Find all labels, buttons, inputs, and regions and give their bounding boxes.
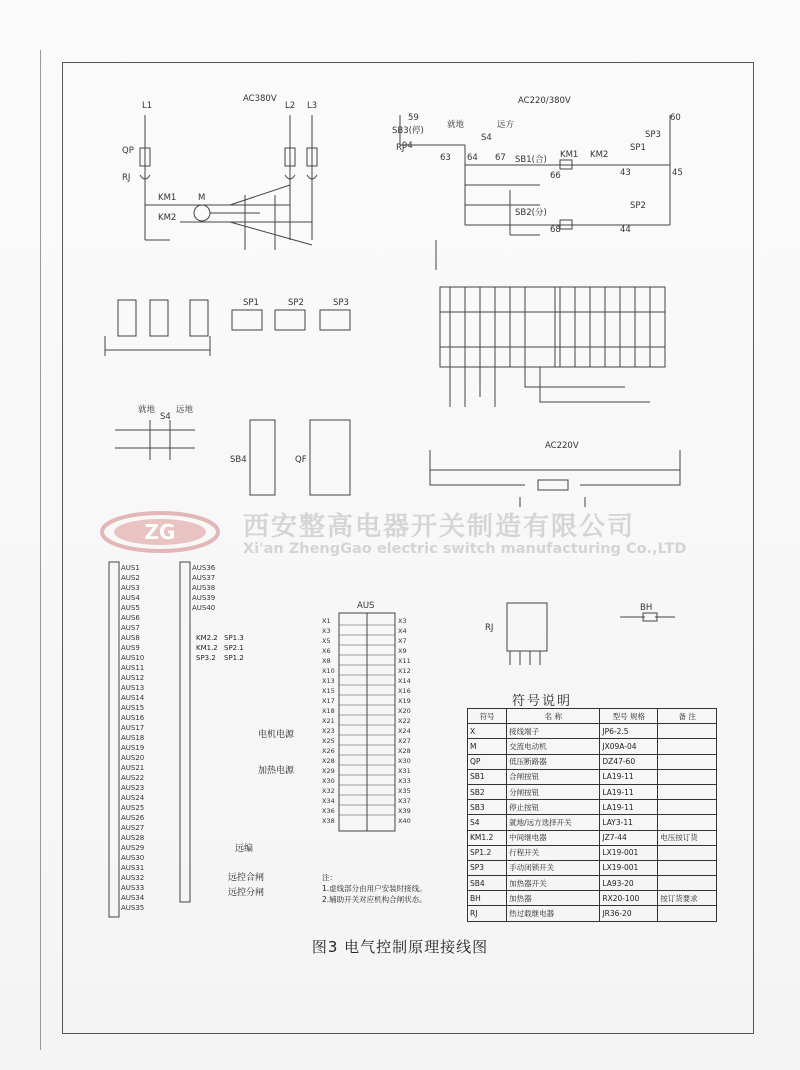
legend-remark: [658, 739, 717, 754]
legend-remark: [658, 769, 717, 784]
legend-model: LA93-20: [600, 876, 658, 891]
legend-name: 交流电动机: [507, 739, 600, 754]
legend-symbol: X: [468, 724, 507, 739]
motor-km2-label: KM2: [158, 213, 177, 223]
legend-row: [468, 876, 717, 891]
side-label-sp1: SP1: [243, 298, 259, 308]
group-label-heater-power: 加热电源: [258, 766, 295, 776]
legend-remark: 按订货要求: [658, 891, 717, 906]
aus-right-label: X19: [398, 697, 411, 705]
aus-left-label: X38: [322, 817, 335, 825]
side-label-sb4: SB4: [230, 455, 247, 465]
ctrl-node-45: 45: [672, 168, 683, 178]
terminal-right-label: AUS36: [192, 564, 216, 572]
ctrl-label-remote: 远方: [497, 120, 515, 130]
legend-symbol: BH: [468, 891, 507, 906]
conn-km1-2: KM1.2: [196, 644, 218, 652]
terminal-left-label: AUS8: [121, 634, 140, 642]
heater-circuit-title: AC220V: [545, 441, 579, 451]
terminal-left-label: AUS2: [121, 574, 140, 582]
legend-remark: [658, 876, 717, 891]
group-label-remote: 远编: [235, 844, 254, 854]
legend-row: [468, 784, 717, 799]
aus-right-label: X22: [398, 717, 411, 725]
ctrl-node-63: 63: [440, 153, 451, 163]
legend-name: 低压断路器: [507, 754, 600, 769]
terminal-left-label: AUS11: [121, 664, 145, 672]
legend-symbol: M: [468, 739, 507, 754]
phase-label-l1: L1: [142, 101, 153, 111]
aus-right-label: X40: [398, 817, 411, 825]
legend-name: 加热器: [507, 891, 600, 906]
aus-left-label: X36: [322, 807, 335, 815]
terminal-left-label: AUS35: [121, 904, 145, 912]
terminal-left-label: AUS4: [121, 594, 140, 602]
aus-right-label: X31: [398, 767, 411, 775]
legend-remark: [658, 800, 717, 815]
aus-left-label: X25: [322, 737, 335, 745]
legend-row: [468, 860, 717, 875]
terminal-left-label: AUS12: [121, 674, 145, 682]
group-label-remote-open: 远控分闸: [228, 888, 265, 898]
legend-name: 接线端子: [507, 724, 600, 739]
legend-remark: [658, 754, 717, 769]
legend-name: 行程开关: [507, 845, 600, 860]
notes-heading: 注：: [322, 873, 337, 882]
terminal-right-label: AUS38: [192, 584, 216, 592]
control-circuit-title: AC220/380V: [518, 96, 571, 106]
legend-name: 就地/远方选择开关: [507, 815, 600, 830]
side-label-rj: RJ: [485, 623, 494, 633]
legend-symbol: SB2: [468, 784, 507, 799]
legend-row: [468, 815, 717, 830]
legend-table: [467, 708, 717, 922]
terminal-left-label: AUS24: [121, 794, 145, 802]
logo-text: ZG: [144, 520, 176, 544]
ctrl-node-44: 44: [620, 225, 631, 235]
legend-remark: [658, 845, 717, 860]
aus-right-label: X12: [398, 667, 411, 675]
aus-right-label: X16: [398, 687, 411, 695]
legend-symbol: SB3: [468, 800, 507, 815]
terminal-left-label: AUS5: [121, 604, 140, 612]
terminal-left-label: AUS1: [121, 564, 140, 572]
aus-left-label: X26: [322, 747, 335, 755]
legend-model: JX09A-04: [600, 739, 658, 754]
aus-left-label: X15: [322, 687, 335, 695]
legend-title: 符号说明: [512, 694, 573, 709]
legend-name: 中间继电器: [507, 830, 600, 845]
legend-row: [468, 769, 717, 784]
legend-model: JR36-20: [600, 906, 658, 921]
terminal-left-label: AUS29: [121, 844, 145, 852]
legend-remark: [658, 815, 717, 830]
aus-right-label: X33: [398, 777, 411, 785]
legend-model: DZ47-60: [600, 754, 658, 769]
ctrl-label-local: 就地: [447, 120, 465, 130]
legend-model: LA19-11: [600, 800, 658, 815]
aus-left-label: X5: [322, 637, 331, 645]
watermark-company-cn: 西安整高电器开关制造有限公司: [243, 512, 636, 542]
phase-label-l2: L2: [285, 101, 296, 111]
aus-right-label: X27: [398, 737, 411, 745]
legend-model: LX19-001: [600, 860, 658, 875]
legend-model: LAY3-11: [600, 815, 658, 830]
aus-right-label: X28: [398, 747, 411, 755]
legend-header-remark: 备 注: [658, 709, 717, 724]
terminal-left-label: AUS19: [121, 744, 145, 752]
ctrl-node-67: 67: [495, 153, 506, 163]
aus-right-label: X35: [398, 787, 411, 795]
terminal-left-label: AUS32: [121, 874, 145, 882]
terminal-left-label: AUS25: [121, 804, 145, 812]
legend-symbol: RJ: [468, 906, 507, 921]
ctrl-node-43: 43: [620, 168, 631, 178]
terminal-left-label: AUS3: [121, 584, 140, 592]
motor-km1-label: KM1: [158, 193, 177, 203]
terminal-left-label: AUS16: [121, 714, 145, 722]
group-label-remote-close: 远控合闸: [228, 873, 265, 883]
legend-symbol: SB1: [468, 769, 507, 784]
aus-right-label: X20: [398, 707, 411, 715]
aus-left-label: X34: [322, 797, 335, 805]
terminal-left-label: AUS15: [121, 704, 145, 712]
legend-model: LA19-11: [600, 769, 658, 784]
terminal-right-label: AUS39: [192, 594, 216, 602]
side-label-bh: BH: [640, 603, 653, 613]
legend-header-name: 名 称: [507, 709, 600, 724]
motor-rj-label: RJ: [122, 173, 131, 183]
legend-name: 手动闭锁开关: [507, 860, 600, 875]
aus-left-label: X23: [322, 727, 335, 735]
ctrl-label-sb2: SB2(分): [515, 208, 547, 218]
aus-left-label: X29: [322, 767, 335, 775]
ctrl-label-s4: S4: [481, 133, 492, 143]
legend-header-symbol: 符号: [468, 709, 507, 724]
legend-remark: 电压按订货: [658, 830, 717, 845]
legend-row: [468, 891, 717, 906]
legend-name: 加热器开关: [507, 876, 600, 891]
ctrl-node-64: 64: [467, 153, 478, 163]
terminal-left-label: AUS18: [121, 734, 145, 742]
terminal-right-label: AUS37: [192, 574, 216, 582]
legend-symbol: QP: [468, 754, 507, 769]
mode-label-s4: S4: [160, 412, 171, 422]
legend-model: JZ7-44: [600, 830, 658, 845]
note-2: 2.辅助开关对应机构合闸状态。: [322, 895, 427, 904]
legend-remark: [658, 906, 717, 921]
aus-right-label: X24: [398, 727, 411, 735]
motor-qp-label: QP: [122, 146, 134, 156]
aus-left-label: X6: [322, 647, 331, 655]
conn-sp2-1: SP2.1: [224, 644, 244, 652]
legend-symbol: SB4: [468, 876, 507, 891]
group-label-motor-power: 电机电源: [258, 730, 295, 740]
legend-row: [468, 800, 717, 815]
watermark-company-en: Xi'an ZhengGao electric switch manufacturing Co.,LTD: [243, 541, 687, 557]
motor-m-label: M: [198, 193, 206, 203]
terminal-left-label: AUS13: [121, 684, 145, 692]
aus-right-label: X9: [398, 647, 407, 655]
conn-sp1-2: SP1.2: [224, 654, 244, 662]
aus-left-label: X28: [322, 757, 335, 765]
terminal-left-label: AUS23: [121, 784, 145, 792]
ctrl-label-sp1: SP1: [630, 143, 646, 153]
legend-row: [468, 845, 717, 860]
terminal-left-label: AUS26: [121, 814, 145, 822]
terminal-left-label: AUS17: [121, 724, 145, 732]
terminal-right-label: AUS40: [192, 604, 216, 612]
note-1: 1.虚线部分由用户安装时接线。: [322, 884, 427, 893]
conn-sp3-2: SP3.2: [196, 654, 216, 662]
legend-remark: [658, 860, 717, 875]
conn-sp1-3: SP1.3: [224, 634, 244, 642]
aus-left-label: X10: [322, 667, 335, 675]
legend-row: [468, 830, 717, 845]
figure-caption: 图3 电气控制原理接线图: [311, 938, 489, 956]
legend-symbol: S4: [468, 815, 507, 830]
side-label-qf: QF: [295, 455, 307, 465]
ctrl-node-94: 94: [402, 141, 413, 151]
ctrl-label-sb3: SB3(停): [392, 126, 424, 136]
aus-right-label: X7: [398, 637, 407, 645]
legend-model: LX19-001: [600, 845, 658, 860]
ctrl-node-59: 59: [408, 113, 419, 123]
terminal-left-label: AUS31: [121, 864, 145, 872]
terminal-left-label: AUS10: [121, 654, 145, 662]
legend-row: [468, 724, 717, 739]
legend-row: [468, 754, 717, 769]
mode-label-remote: 远地: [176, 405, 194, 415]
legend-name: 合闸按钮: [507, 769, 600, 784]
terminal-left-label: AUS28: [121, 834, 145, 842]
legend-name: 热过载继电器: [507, 906, 600, 921]
ctrl-label-sp3: SP3: [645, 130, 661, 140]
ctrl-label-sb1: SB1(合): [515, 155, 547, 165]
legend-name: 分闸按钮: [507, 784, 600, 799]
legend-symbol: SP3: [468, 860, 507, 875]
terminal-left-label: AUS21: [121, 764, 145, 772]
ctrl-node-66: 66: [550, 171, 561, 181]
aus-left-label: X21: [322, 717, 335, 725]
legend-row: [468, 739, 717, 754]
side-label-sp3: SP3: [333, 298, 349, 308]
legend-symbol: SP1.2: [468, 845, 507, 860]
ctrl-label-sp2: SP2: [630, 201, 646, 211]
terminal-left-label: AUS30: [121, 854, 145, 862]
legend-symbol: KM1.2: [468, 830, 507, 845]
ctrl-label-km2: KM2: [590, 150, 609, 160]
legend-row: [468, 906, 717, 921]
aus-right-label: X14: [398, 677, 411, 685]
ctrl-label-rj: RJ: [396, 143, 405, 153]
aus-right-label: X37: [398, 797, 411, 805]
aus-left-label: X18: [322, 707, 335, 715]
terminal-left-label: AUS14: [121, 694, 145, 702]
aus-left-label: X3: [322, 627, 331, 635]
aus-right-label: X30: [398, 757, 411, 765]
aus-right-label: X11: [398, 657, 411, 665]
aus-left-label: X30: [322, 777, 335, 785]
company-logo-watermark: [96, 508, 224, 556]
aus-left-label: X1: [322, 617, 331, 625]
terminal-left-label: AUS34: [121, 894, 145, 902]
legend-remark: [658, 724, 717, 739]
aus-block-title: AUS: [357, 601, 375, 611]
legend-model: RX20-100: [600, 891, 658, 906]
terminal-left-label: AUS20: [121, 754, 145, 762]
terminal-left-label: AUS9: [121, 644, 140, 652]
aus-right-label: X4: [398, 627, 407, 635]
legend-header-model: 型号 规格: [600, 709, 658, 724]
legend-model: JP6-2.5: [600, 724, 658, 739]
ctrl-node-68: 68: [550, 225, 561, 235]
terminal-left-label: AUS27: [121, 824, 145, 832]
terminal-left-label: AUS33: [121, 884, 145, 892]
aus-left-label: X8: [322, 657, 331, 665]
phase-label-l3: L3: [307, 101, 318, 111]
aus-right-label: X39: [398, 807, 411, 815]
aus-left-label: X32: [322, 787, 335, 795]
notes: [322, 872, 427, 905]
legend-remark: [658, 784, 717, 799]
legend-name: 停止按钮: [507, 800, 600, 815]
conn-km2-2: KM2.2: [196, 634, 218, 642]
motor-circuit-title: AC380V: [243, 94, 277, 104]
aus-right-label: X3: [398, 617, 407, 625]
terminal-left-label: AUS22: [121, 774, 145, 782]
legend-header-row: [468, 709, 717, 724]
aus-left-label: X17: [322, 697, 335, 705]
mode-label-local: 就地: [138, 405, 156, 415]
ctrl-label-km1: KM1: [560, 150, 579, 160]
legend-model: LA19-11: [600, 784, 658, 799]
ctrl-node-60: 60: [670, 113, 681, 123]
terminal-left-label: AUS6: [121, 614, 140, 622]
side-label-sp2: SP2: [288, 298, 304, 308]
aus-left-label: X13: [322, 677, 335, 685]
terminal-left-label: AUS7: [121, 624, 140, 632]
